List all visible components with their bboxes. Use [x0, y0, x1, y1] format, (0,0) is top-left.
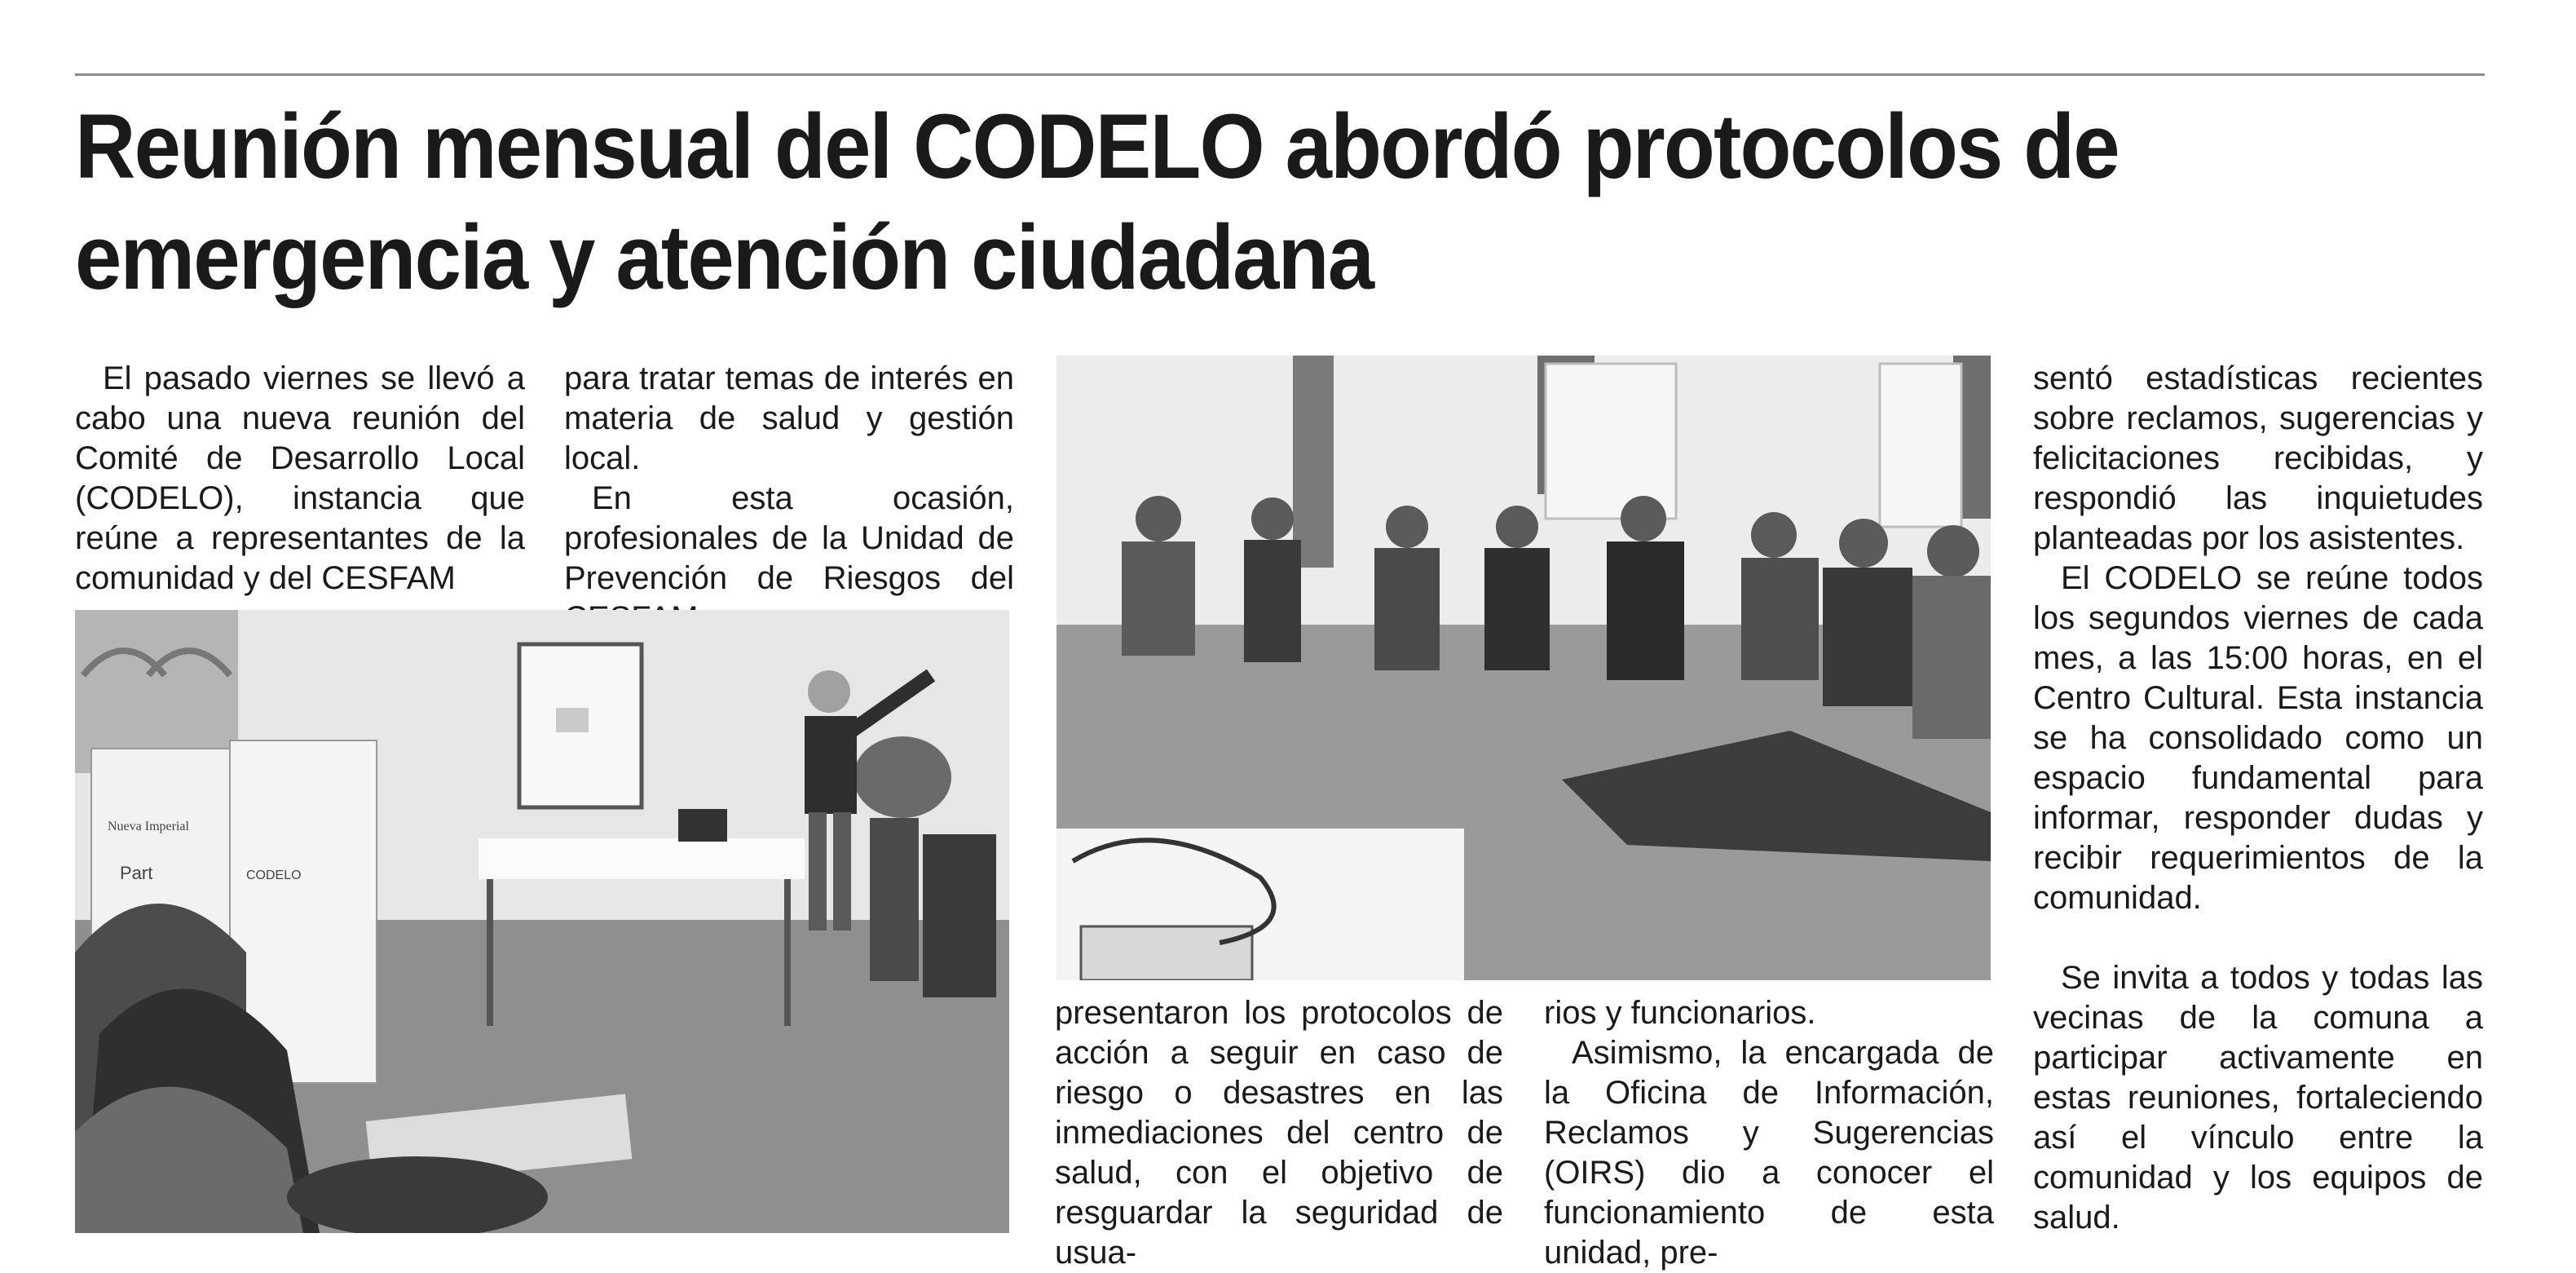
- col3-paragraph: presentaron los protocolos de acción a seguir en caso de riesgo o desastres en las inmediaciones del centro de salud, con el objetivo de resguardar la seguridad de usua-: [1055, 995, 1503, 1271]
- column-4: [1544, 993, 1994, 1273]
- column-2: [564, 359, 1014, 639]
- col5-paragraph-2: El CODELO se reúne todos los segundos viernes de cada mes, a las 15:00 horas, en el Centro Cultural. Esta instancia se ha consolidado como un espacio fundamental para informar, responder dudas y recibir requerimientos de la comunidad.: [2033, 560, 2483, 916]
- banner-text-2: CODELO: [246, 869, 302, 882]
- col5-paragraph-1: sentó estadísticas recientes sobre reclamos, sugerencias y felicitaciones recibidas, y respondió las inquietudes planteadas por los asistentes.: [2033, 360, 2483, 556]
- top-rule: [75, 73, 2485, 76]
- photo-meeting-group: [1056, 356, 1991, 980]
- column-5: [2033, 359, 2483, 1238]
- col1-paragraph: El pasado viernes se llevó a cabo una nueva reunión del Comité de Desarrollo Local (CODELO), instancia que reúne a representantes de la comunidad y del CESFAM: [75, 360, 525, 596]
- article-headline: [75, 91, 2295, 313]
- col2-paragraph-2: En esta ocasión, profesionales de la Unidad de Prevención de Riesgos del: [564, 480, 1014, 596]
- col2-paragraph-1: para tratar temas de interés en materia de salud y gestión local.: [564, 360, 1014, 476]
- photo-presentation: [75, 610, 1009, 1233]
- column-1: [75, 359, 525, 599]
- col5-paragraph-3: Se invita a todos y todas las vecinas de la comuna a participar activamente en estas reuniones, fortaleciendo así el vínculo entre la comunidad y los equipos de salud.: [2033, 960, 2483, 1235]
- photo-presentation-image: [75, 610, 1009, 1233]
- headline-line-2: emergencia y atención ciudadana: [75, 206, 1374, 308]
- col4-paragraph-1: rios y funcionarios.: [1544, 995, 1816, 1031]
- headline-line-1: Reunión mensual del CODELO abordó protocolos de: [75, 95, 2119, 197]
- col4-paragraph-2: Asimismo, la encargada de la Oficina de Información, Reclamos y Sugerencias (OIRS) dio a conocer el funcionamiento de esta unidad, pre-: [1544, 1035, 1994, 1271]
- photo-meeting-group-image: [1056, 356, 1991, 980]
- paragraph-gap: [2033, 918, 2483, 958]
- banner-text-3: Part: [120, 863, 153, 883]
- banner-text-1: Nueva Imperial: [108, 820, 189, 833]
- column-3: [1055, 993, 1503, 1273]
